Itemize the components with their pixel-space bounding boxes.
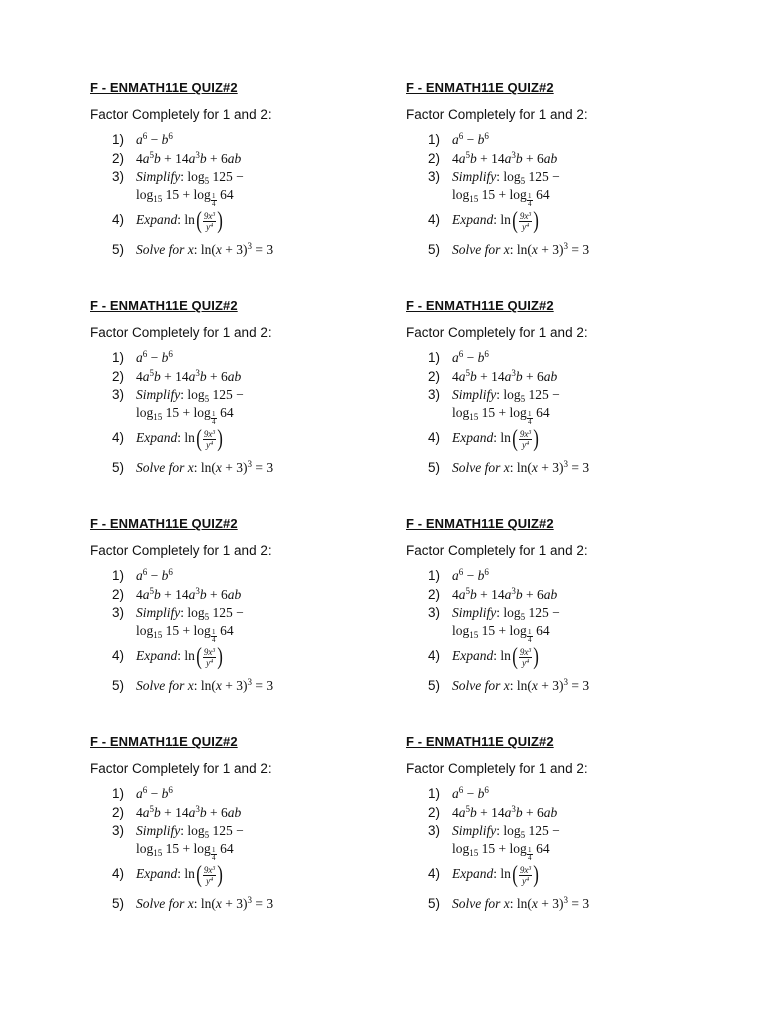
question-number: 5) xyxy=(428,896,441,911)
quiz-title: F - ENMATH11E QUIZ#2 xyxy=(406,734,554,749)
question-number: 2) xyxy=(112,805,125,820)
math-expression: Simplify: $\log_5 125$ − xyxy=(452,169,560,186)
quiz-card xyxy=(406,516,706,716)
question-number: 3) xyxy=(428,823,441,838)
question-3-continued: $\log_{15} 15 + \log$ $\frac{1}{4}$ 64 xyxy=(136,405,234,426)
math-expression: Solve for x: $\ln(x + 3)^3 = 3$ xyxy=(452,677,590,693)
math-expression: $4a^5b + 14a^3b + 6ab$ xyxy=(452,150,558,166)
question-3 xyxy=(428,823,560,839)
question-1 xyxy=(112,132,173,148)
question-4 xyxy=(112,427,224,451)
quiz-title: F - ENMATH11E QUIZ#2 xyxy=(406,80,554,95)
question-number: 1) xyxy=(428,132,441,147)
quiz-card xyxy=(406,734,706,934)
math-expression: $a^6 - b^6$ xyxy=(136,785,173,801)
question-label: Simplify xyxy=(136,387,181,402)
math-expression: Expand: ln( $\frac{9x^3}{y^4}$ ) xyxy=(452,426,540,452)
quiz-title: F - ENMATH11E QUIZ#2 xyxy=(90,516,238,531)
math-expression: $a^6 - b^6$ xyxy=(136,131,173,147)
question-label: Solve for x xyxy=(452,460,510,475)
question-4 xyxy=(428,863,540,887)
quiz-card xyxy=(90,80,390,280)
math-expression: Simplify: $\log_5 125$ − xyxy=(136,387,244,404)
math-expression: $4a^5b + 14a^3b + 6ab$ xyxy=(136,368,242,384)
quiz-instruction: Factor Completely for 1 and 2: xyxy=(90,325,272,340)
question-number: 2) xyxy=(428,587,441,602)
math-expression: Solve for x: $\ln(x + 3)^3 = 3$ xyxy=(136,459,274,475)
question-3-continued: $\log_{15} 15 + \log$ $\frac{1}{4}$ 64 xyxy=(452,623,550,644)
question-number: 4) xyxy=(112,648,125,664)
question-5 xyxy=(112,242,273,258)
math-expression: Simplify: $\log_5 125$ − xyxy=(136,823,244,840)
question-label: Expand xyxy=(136,212,178,228)
math-expression: $a^6 - b^6$ xyxy=(452,349,489,365)
math-expression: Solve for x: $\ln(x + 3)^3 = 3$ xyxy=(136,677,274,693)
quiz-instruction: Factor Completely for 1 and 2: xyxy=(406,325,588,340)
quiz-instruction: Factor Completely for 1 and 2: xyxy=(90,761,272,776)
quiz-card xyxy=(90,734,390,934)
question-number: 3) xyxy=(428,387,441,402)
question-3-continued: $\log_{15} 15 + \log$ $\frac{1}{4}$ 64 xyxy=(136,841,234,862)
quiz-instruction: Factor Completely for 1 and 2: xyxy=(90,107,272,122)
question-2 xyxy=(112,369,241,385)
math-expression: Solve for x: $\ln(x + 3)^3 = 3$ xyxy=(452,459,590,475)
question-label: Solve for x xyxy=(452,242,510,257)
question-label: Simplify xyxy=(452,387,497,402)
math-expression: Expand: ln( $\frac{9x^3}{y^4}$ ) xyxy=(136,862,224,888)
question-4 xyxy=(428,645,540,669)
question-3-continued: $\log_{15} 15 + \log$ $\frac{1}{4}$ 64 xyxy=(136,187,234,208)
math-expression: Solve for x: $\ln(x + 3)^3 = 3$ xyxy=(452,241,590,257)
question-4 xyxy=(428,209,540,233)
question-1 xyxy=(428,132,489,148)
question-label: Simplify xyxy=(136,605,181,620)
question-2 xyxy=(112,151,241,167)
question-1 xyxy=(428,350,489,366)
question-3-continued: $\log_{15} 15 + \log$ $\frac{1}{4}$ 64 xyxy=(452,841,550,862)
question-number: 1) xyxy=(428,568,441,583)
quiz-instruction: Factor Completely for 1 and 2: xyxy=(406,761,588,776)
question-number: 1) xyxy=(428,786,441,801)
math-expression: Simplify: $\log_5 125$ − xyxy=(136,169,244,186)
question-label: Expand xyxy=(452,212,494,228)
question-1 xyxy=(112,786,173,802)
question-label: Expand xyxy=(136,648,178,664)
math-expression: $4a^5b + 14a^3b + 6ab$ xyxy=(136,804,242,820)
question-4 xyxy=(112,863,224,887)
question-label: Expand xyxy=(452,430,494,446)
question-number: 4) xyxy=(112,430,125,446)
question-label: Simplify xyxy=(452,605,497,620)
question-number: 5) xyxy=(428,460,441,475)
question-label: Solve for x xyxy=(136,678,194,693)
question-number: 1) xyxy=(112,132,125,147)
math-expression: $4a^5b + 14a^3b + 6ab$ xyxy=(452,804,558,820)
question-number: 2) xyxy=(112,587,125,602)
question-3 xyxy=(112,169,244,185)
question-3-continued: $\log_{15} 15 + \log$ $\frac{1}{4}$ 64 xyxy=(136,623,234,644)
math-expression: $a^6 - b^6$ xyxy=(452,567,489,583)
quiz-title: F - ENMATH11E QUIZ#2 xyxy=(406,298,554,313)
question-number: 5) xyxy=(112,678,125,693)
question-number: 2) xyxy=(112,369,125,384)
question-5 xyxy=(112,678,273,694)
math-expression: Solve for x: $\ln(x + 3)^3 = 3$ xyxy=(136,895,274,911)
quiz-instruction: Factor Completely for 1 and 2: xyxy=(406,543,588,558)
math-expression: Simplify: $\log_5 125$ − xyxy=(136,605,244,622)
question-number: 3) xyxy=(112,605,125,620)
math-expression: $4a^5b + 14a^3b + 6ab$ xyxy=(452,368,558,384)
question-label: Expand xyxy=(452,866,494,882)
question-label: Solve for x xyxy=(452,896,510,911)
math-expression: $a^6 - b^6$ xyxy=(452,785,489,801)
question-2 xyxy=(428,151,557,167)
question-2 xyxy=(428,369,557,385)
question-3 xyxy=(112,605,244,621)
question-label: Simplify xyxy=(452,169,497,184)
question-number: 2) xyxy=(112,151,125,166)
question-label: Simplify xyxy=(136,823,181,838)
question-1 xyxy=(112,568,173,584)
math-expression: $a^6 - b^6$ xyxy=(136,567,173,583)
question-number: 3) xyxy=(112,387,125,402)
math-expression: $4a^5b + 14a^3b + 6ab$ xyxy=(452,586,558,602)
question-2 xyxy=(112,805,241,821)
quiz-instruction: Factor Completely for 1 and 2: xyxy=(90,543,272,558)
question-number: 4) xyxy=(428,648,441,664)
quiz-card xyxy=(90,298,390,498)
math-expression: $4a^5b + 14a^3b + 6ab$ xyxy=(136,586,242,602)
question-3 xyxy=(428,169,560,185)
question-label: Simplify xyxy=(452,823,497,838)
question-4 xyxy=(112,645,224,669)
question-3 xyxy=(428,605,560,621)
question-number: 3) xyxy=(112,823,125,838)
question-number: 2) xyxy=(428,369,441,384)
question-number: 1) xyxy=(112,568,125,583)
question-number: 4) xyxy=(112,212,125,228)
question-number: 5) xyxy=(112,896,125,911)
question-number: 1) xyxy=(428,350,441,365)
math-expression: Expand: ln( $\frac{9x^3}{y^4}$ ) xyxy=(136,426,224,452)
question-5 xyxy=(428,896,589,912)
question-1 xyxy=(428,568,489,584)
quiz-card xyxy=(90,516,390,716)
quiz-card xyxy=(406,80,706,280)
quiz-title: F - ENMATH11E QUIZ#2 xyxy=(406,516,554,531)
math-expression: Expand: ln( $\frac{9x^3}{y^4}$ ) xyxy=(452,208,540,234)
question-number: 5) xyxy=(112,242,125,257)
question-3 xyxy=(428,387,560,403)
question-number: 3) xyxy=(428,605,441,620)
question-label: Expand xyxy=(136,430,178,446)
math-expression: Simplify: $\log_5 125$ − xyxy=(452,387,560,404)
question-number: 2) xyxy=(428,805,441,820)
math-expression: Expand: ln( $\frac{9x^3}{y^4}$ ) xyxy=(452,862,540,888)
question-label: Expand xyxy=(136,866,178,882)
math-expression: Expand: ln( $\frac{9x^3}{y^4}$ ) xyxy=(452,644,540,670)
question-label: Simplify xyxy=(136,169,181,184)
question-label: Solve for x xyxy=(136,242,194,257)
question-5 xyxy=(112,460,273,476)
math-expression: $a^6 - b^6$ xyxy=(452,131,489,147)
question-label: Solve for x xyxy=(452,678,510,693)
question-1 xyxy=(428,786,489,802)
question-number: 3) xyxy=(112,169,125,184)
question-number: 4) xyxy=(112,866,125,882)
question-number: 5) xyxy=(112,460,125,475)
question-3 xyxy=(112,387,244,403)
math-expression: Solve for x: $\ln(x + 3)^3 = 3$ xyxy=(136,241,274,257)
quiz-title: F - ENMATH11E QUIZ#2 xyxy=(90,298,238,313)
math-expression: Expand: ln( $\frac{9x^3}{y^4}$ ) xyxy=(136,644,224,670)
question-4 xyxy=(112,209,224,233)
question-5 xyxy=(112,896,273,912)
question-label: Solve for x xyxy=(136,460,194,475)
question-number: 5) xyxy=(428,242,441,257)
question-5 xyxy=(428,242,589,258)
question-number: 2) xyxy=(428,151,441,166)
question-3 xyxy=(112,823,244,839)
question-3-continued: $\log_{15} 15 + \log$ $\frac{1}{4}$ 64 xyxy=(452,405,550,426)
math-expression: Solve for x: $\ln(x + 3)^3 = 3$ xyxy=(452,895,590,911)
math-expression: Simplify: $\log_5 125$ − xyxy=(452,823,560,840)
quiz-card xyxy=(406,298,706,498)
question-3-continued: $\log_{15} 15 + \log$ $\frac{1}{4}$ 64 xyxy=(452,187,550,208)
quiz-title: F - ENMATH11E QUIZ#2 xyxy=(90,734,238,749)
question-2 xyxy=(428,805,557,821)
question-number: 4) xyxy=(428,866,441,882)
question-1 xyxy=(112,350,173,366)
question-number: 1) xyxy=(112,350,125,365)
question-2 xyxy=(112,587,241,603)
question-number: 3) xyxy=(428,169,441,184)
math-expression: Simplify: $\log_5 125$ − xyxy=(452,605,560,622)
question-4 xyxy=(428,427,540,451)
quiz-title: F - ENMATH11E QUIZ#2 xyxy=(90,80,238,95)
question-number: 4) xyxy=(428,430,441,446)
question-label: Expand xyxy=(452,648,494,664)
question-5 xyxy=(428,460,589,476)
quiz-instruction: Factor Completely for 1 and 2: xyxy=(406,107,588,122)
math-expression: $4a^5b + 14a^3b + 6ab$ xyxy=(136,150,242,166)
math-expression: Expand: ln( $\frac{9x^3}{y^4}$ ) xyxy=(136,208,224,234)
question-number: 1) xyxy=(112,786,125,801)
question-label: Solve for x xyxy=(136,896,194,911)
math-expression: $a^6 - b^6$ xyxy=(136,349,173,365)
question-5 xyxy=(428,678,589,694)
question-number: 4) xyxy=(428,212,441,228)
question-2 xyxy=(428,587,557,603)
question-number: 5) xyxy=(428,678,441,693)
